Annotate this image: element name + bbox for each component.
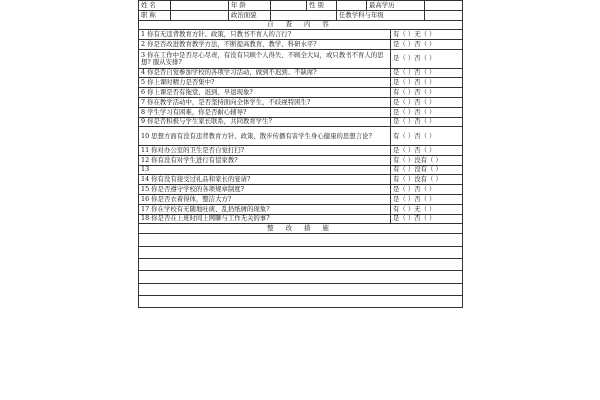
education-label: 最高学历 xyxy=(367,1,425,11)
gender-value[interactable] xyxy=(337,1,367,11)
question-8: 8 学生学习有困难，你是否耐心辅导? xyxy=(139,107,391,117)
answer-12[interactable]: 有（ ）没有（ ） xyxy=(391,155,463,165)
subject-value[interactable] xyxy=(425,10,463,20)
self-inspection-form xyxy=(138,0,462,400)
answer-5[interactable]: 是（ ）否（ ） xyxy=(391,78,463,88)
answer-9[interactable]: 是（ ）否（ ） xyxy=(391,117,463,127)
question-4: 4 你是否自觉参加学校的各项学习活动，做到不迟到、不缺席? xyxy=(139,68,391,78)
title-value[interactable] xyxy=(171,10,229,20)
question-17: 17 你在学校有无随地吐痰、乱扔纸屑的现象? xyxy=(139,204,391,214)
gender-label: 性 别 xyxy=(307,1,337,11)
answer-7[interactable]: 是（ ）否（ ） xyxy=(391,97,463,107)
age-value[interactable] xyxy=(271,1,307,11)
question-16: 16 你是否衣着得体，整洁大方? xyxy=(139,194,391,204)
question-9: 9 你是否积极与学生家长联系，共同教育学生? xyxy=(139,117,391,127)
measures-line[interactable] xyxy=(139,246,463,258)
question-1: 1 你有无违背教育方针、政策，只教书不育人的言行? xyxy=(139,30,391,40)
answer-6[interactable]: 有（ ）否（ ） xyxy=(391,88,463,98)
measures-title: 整 改 措 施 xyxy=(139,224,463,234)
measures-line[interactable] xyxy=(139,271,463,283)
answer-11[interactable]: 是（ ）否（ ） xyxy=(391,145,463,155)
measures-line[interactable] xyxy=(139,234,463,246)
question-3: 3 你在工作中是否尽心尽责，有没有只顾个人得失、不顾全大局，或只教书不育人的思想? 服从安排? xyxy=(139,49,391,68)
question-12: 12 你有没有对学生进行有偿家教? xyxy=(139,155,391,165)
answer-2[interactable]: 是（ ）否（ ） xyxy=(391,40,463,50)
question-11: 11 你对办公室的卫生是否自觉打扫? xyxy=(139,145,391,155)
answer-13[interactable]: 有（ ）没有（ ） xyxy=(391,165,463,175)
question-6: 6 你上课是否有拖堂、迟到、早退现象? xyxy=(139,88,391,98)
question-13: 13 xyxy=(139,165,391,175)
answer-16[interactable]: 是（ ）否（ ） xyxy=(391,194,463,204)
form-table xyxy=(138,0,463,308)
political-label: 政治面貌 xyxy=(229,10,271,20)
question-15: 15 你是否遵守学校的各项规章制度? xyxy=(139,185,391,195)
answer-8[interactable]: 是（ ）否（ ） xyxy=(391,107,463,117)
subject-label: 任教学科与年级 xyxy=(337,10,425,20)
answer-4[interactable]: 是（ ）否（ ） xyxy=(391,68,463,78)
answer-15[interactable]: 是（ ）否（ ） xyxy=(391,185,463,195)
measures-line[interactable] xyxy=(139,283,463,295)
answer-14[interactable]: 有（ ）没有（ ） xyxy=(391,175,463,185)
title-label: 职 称 xyxy=(139,10,171,20)
question-2: 2 你是否改进教育教学方法，不断提高教育、教学、科研水平? xyxy=(139,40,391,50)
measures-line[interactable] xyxy=(139,296,463,308)
answer-1[interactable]: 有（ ）无（ ） xyxy=(391,30,463,40)
answer-10[interactable]: 有（ ）否（ ） xyxy=(391,127,463,146)
section-title: 自 查 内 容 xyxy=(139,20,463,30)
question-5: 5 你上课时精力是否集中? xyxy=(139,78,391,88)
political-value[interactable] xyxy=(271,10,337,20)
age-label: 年 龄 xyxy=(229,1,271,11)
question-18: 18 你是否在上班时间上网聊与工作无关的事? xyxy=(139,214,391,224)
answer-18[interactable]: 是（ ）否（ ） xyxy=(391,214,463,224)
education-value[interactable] xyxy=(425,1,463,11)
name-label: 姓 名 xyxy=(139,1,171,11)
question-14: 14 你有没有接受过礼品和家长的宴请? xyxy=(139,175,391,185)
answer-17[interactable]: 有（ ）无（ ） xyxy=(391,204,463,214)
name-value[interactable] xyxy=(171,1,229,11)
question-7: 7 你在教学活动中，是否坚持面向全体学生，不歧视特困生? xyxy=(139,97,391,107)
answer-3[interactable]: 是（ ）否（ ） xyxy=(391,49,463,68)
question-10: 10 思想方面有没有违背教育方针、政策，散步传播有害学生身心健康的思想言论? xyxy=(139,127,391,146)
measures-line[interactable] xyxy=(139,258,463,270)
